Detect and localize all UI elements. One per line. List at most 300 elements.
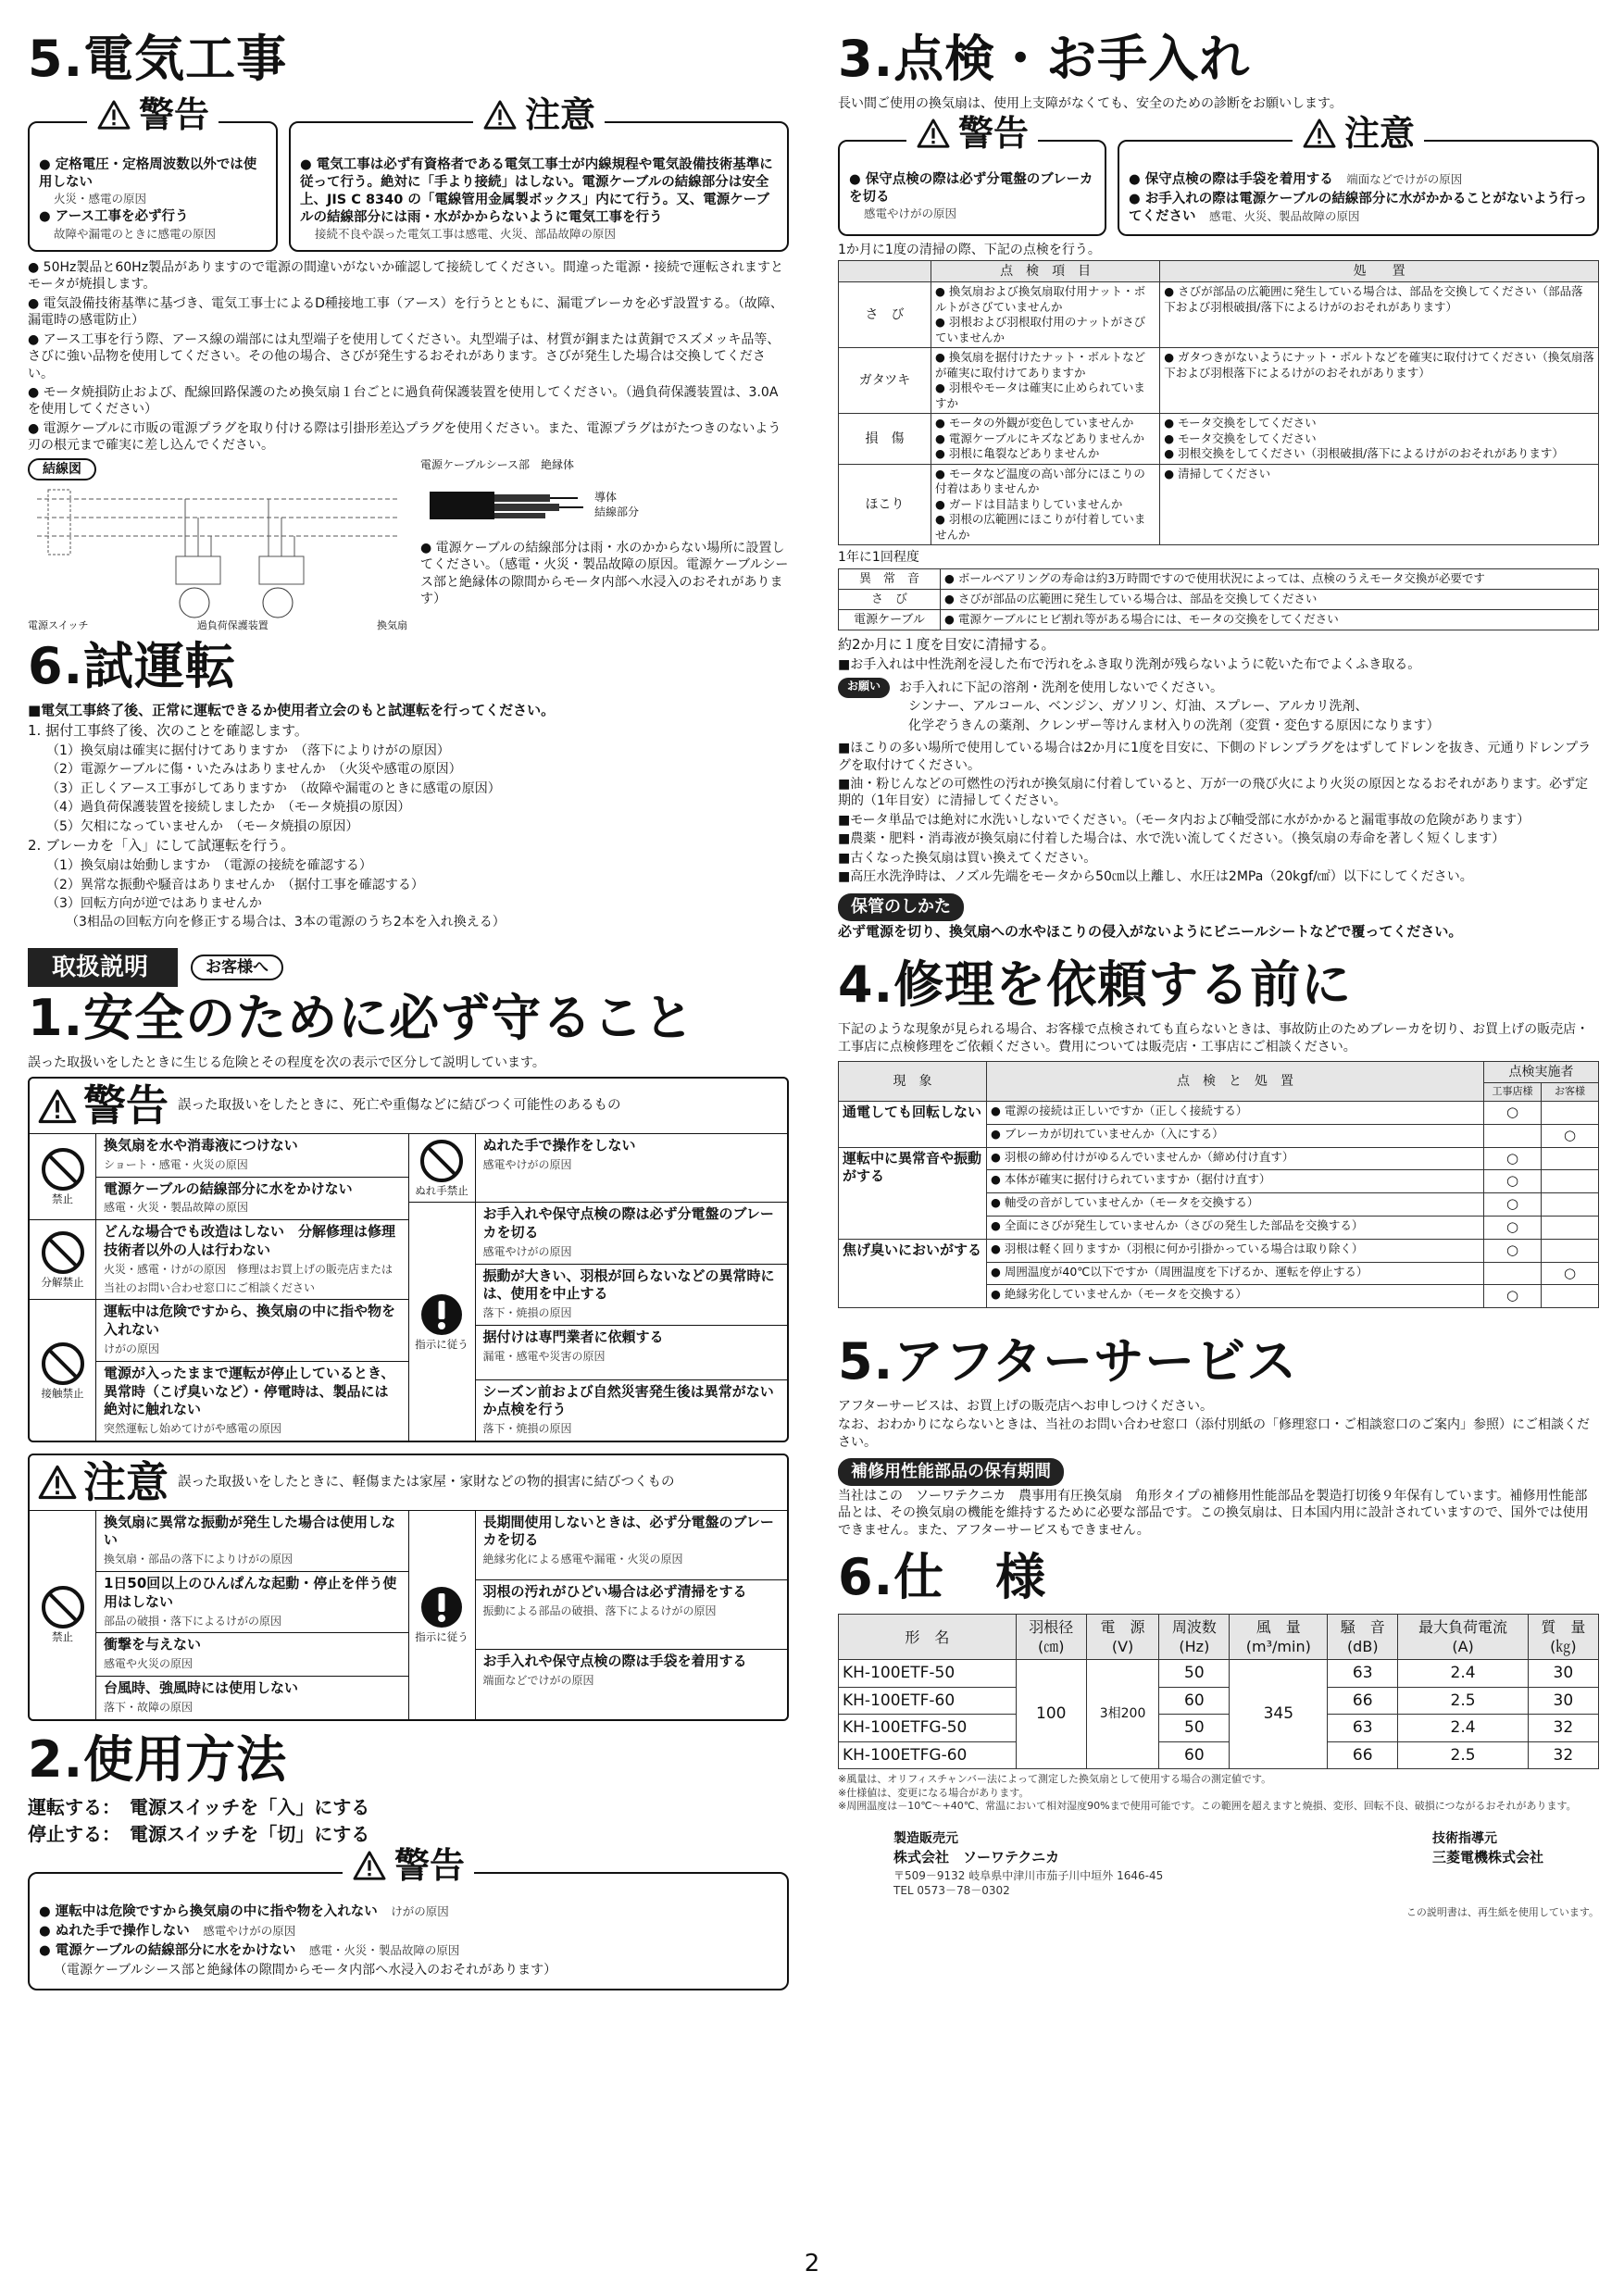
yearly-heading: 1年に1回程度 (838, 550, 919, 566)
caution-item: お手入れや保守点検の際は手袋を着用する 端面などでけがの原因 (482, 1653, 747, 1687)
left-column (28, 28, 789, 1998)
action-item: ● 清掃してください (1164, 467, 1594, 482)
warning-group (30, 1134, 408, 1220)
column-header: 羽根径 (㎝) (1016, 1615, 1086, 1660)
seller-name: 株式会社 ソーワテクニカ (893, 1849, 1060, 1866)
warning-item: ぬれた手で操作をしない 感電やけがの原因 (482, 1136, 636, 1171)
warning-note: （電源ケーブルシース部と絶縁体の隙間からモータ内部へ水浸入のおそれがあります） (54, 1963, 557, 1978)
inspection-actions (1160, 464, 1599, 545)
max-current: 2.4 (1398, 1715, 1528, 1741)
caution-triangle-icon (482, 99, 518, 131)
cable-side-labels (594, 491, 639, 520)
power-supply: 3相200 (1086, 1660, 1158, 1769)
warning-box (838, 113, 1106, 235)
column-header: お客様 (1542, 1083, 1599, 1102)
warning-item: ● 保守点検の際は必ず分電盤のブレーカを切る (849, 171, 1095, 206)
yearly-category: さ び (839, 590, 941, 610)
check-item: ● 羽根および羽根取付用のナットがさびていませんか (935, 315, 1156, 345)
warning-label: 警告 (37, 1082, 169, 1129)
check-item: （1）換気扇は始動しますか （電源の接続を確認する） (46, 858, 372, 874)
table-row (839, 414, 1599, 465)
safety-caution-box (28, 1454, 789, 1721)
phenomenon: 焦げ臭いにおいがする (839, 1239, 987, 1307)
usage-run: 運転する： 電源スイッチを「入」にする (28, 1796, 370, 1819)
warning-box (28, 94, 278, 252)
action-item: ● さびが部品の広範囲に発生している場合は、部品を交換してください（部品落下および羽根破損/落下によるけがのおそれがあります） (1164, 284, 1594, 315)
company-footer (838, 1828, 1599, 1899)
usage-warning-box (28, 1844, 789, 1990)
troubleshooting-rows (839, 1101, 1599, 1307)
fan-label: 換気扇 (377, 619, 407, 632)
warning-items (476, 1203, 788, 1441)
mandatory-icon: 指示に従う (409, 1511, 475, 1719)
column-header: 最大負荷電流 (A) (1398, 1615, 1528, 1660)
inspection-checks (931, 348, 1160, 414)
request-text (899, 678, 1440, 736)
customer-mark (1542, 1147, 1599, 1170)
warning-items (96, 1300, 408, 1441)
customer-mark (1542, 1193, 1599, 1217)
caution-items (96, 1511, 408, 1719)
section-test-run (28, 636, 789, 931)
installer-mark (1484, 1262, 1542, 1285)
check-item: ● 電源ケーブルにキズなどありませんか (935, 431, 1156, 447)
column-header: 風 量 (m³/min) (1230, 1615, 1328, 1660)
check-action: ● 絶縁劣化していませんか（モータを交換する） (987, 1285, 1484, 1308)
icon-cell (30, 1300, 96, 1441)
parts-period-text: 当社はこの ソーワテクニカ 農事用有圧換気扇 角形タイプの補修用性能部品を製造打切後９年保有しています。補修用性能部品とは、その換気扇の機能を維持するために必要な部品です。この換気扇は、日本国内用に設計されていますので、国外では使用できません。また、アフターサービスもできません。 (838, 1489, 1589, 1538)
table-row (839, 1660, 1599, 1687)
caution-grid (30, 1511, 787, 1719)
warning-rows (30, 1134, 408, 1441)
section-title: 6.仕 様 (838, 1548, 1047, 1607)
caution-header: 注意 (1293, 116, 1424, 151)
check-action: ● 電源の接続は正しいですか（正しく接続する） (987, 1101, 1484, 1124)
recycled-paper-note: この説明書は、再生紙を使用しています。 (1405, 1905, 1599, 1918)
warning-header: 警告 (343, 1848, 474, 1883)
warning-group (409, 1134, 788, 1203)
insulator-label: 絶縁体 (541, 457, 575, 471)
note-item: ● 電源ケーブルに市販の電源プラグを取り付ける際は引掛形差込プラグを使用ください。また、電源プラグはがたつきのないよう刃の根元まで確実に差し込んでください。 (28, 420, 789, 455)
caution-item: 1日50回以上のひんぱんな起動・停止を伴う使用はしない 部品の破損・落下によるけがの原因 (96, 1572, 408, 1633)
yearly-category: 電源ケーブル (839, 610, 941, 630)
inspection-category: 損 傷 (839, 414, 931, 465)
guide-name: 三菱電機株式会社 (1431, 1849, 1543, 1866)
mandatory-icon: 指示に従う (409, 1203, 475, 1441)
warning-item-reason: 故障や漏電のときに感電の原因 (54, 226, 217, 241)
inspection-checks (931, 464, 1160, 545)
column-header: 工事店様 (1484, 1083, 1542, 1102)
section-title: 2.使用方法 (28, 1729, 288, 1789)
warning-triangle-icon (96, 99, 131, 131)
warning-description: 誤った取扱いをしたときに、死亡や重傷などに結びつく可能性のあるもの (178, 1098, 621, 1114)
warning-item: お手入れや保守点検の際は必ず分電盤のブレーカを切る 感電やけがの原因 (476, 1203, 788, 1264)
yearly-inspection-rows (839, 568, 1599, 630)
warning-triangle-icon (37, 1088, 78, 1125)
icon-cell (409, 1511, 476, 1719)
check-action: ● 本体が確実に据付けられていますか（据付け直す） (987, 1170, 1484, 1193)
caution-box (1118, 113, 1599, 235)
check-item: ● 羽根やモータは確実に止められていますか (935, 381, 1156, 411)
seller-address: 〒509－9132 岐阜県中津川市茄子川中垣外 1646-45 (893, 1868, 1164, 1882)
model-name: KH-100ETF-60 (839, 1687, 1017, 1714)
mass: 30 (1528, 1660, 1598, 1687)
installer-mark: ○ (1484, 1239, 1542, 1262)
action-item: ● ガタつきがないようにナット・ボルトなどを確実に取付けてください（換気扇落下および羽根落下によるけがのおそれがあります） (1164, 350, 1594, 381)
max-current: 2.4 (1398, 1660, 1528, 1687)
check-item: ● モータの外観が変色していませんか (935, 416, 1156, 431)
caution-triangle-icon (37, 1464, 78, 1501)
cable-labels (420, 458, 789, 473)
icon-cell (30, 1511, 96, 1719)
noise: 63 (1328, 1715, 1398, 1741)
check-action: ● 羽根は軽く回りますか（羽根に何か引掛かっている場合は取り除く） (987, 1239, 1484, 1262)
air-volume: 345 (1230, 1660, 1328, 1769)
care-note: ■ 農薬・肥料・消毒液が換気扇に付着した場合は、水で洗い流してください。（換気扇の寿命を著しく短くします） (838, 830, 1599, 847)
section-title: 5.電気工事 (28, 30, 288, 88)
model-name: KH-100ETFG-50 (839, 1715, 1017, 1741)
table-row (839, 610, 1599, 630)
warning-items (476, 1134, 788, 1202)
section-specifications (838, 1548, 1599, 1813)
action-item: ● モータ交換をしてください (1164, 416, 1594, 431)
note-item: ● モータ焼損防止および、配線回路保護のため換気扇１台ごとに過負荷保護装置を使用してください。（過負荷保護装置は、3.0Aを使用してください） (28, 384, 789, 418)
warning-item: シーズン前および自然災害発生後は異常がないか点検を行う 落下・焼損の原因 (482, 1382, 774, 1436)
yearly-action: ● 電源ケーブルにヒビ割れ等がある場合には、モータの交換をしてください (941, 610, 1599, 630)
no-disassembly-icon: 分解禁止 (30, 1220, 95, 1299)
note-item: ● 電気設備技術基準に基づき、電気工事士によるD種接地工事（アース）を行うとともに、漏電ブレーカを必ず設置する。（故障、漏電時の感電防止） (28, 295, 789, 330)
check-action: ● 軸受の音がしていませんか（モータを交換する） (987, 1193, 1484, 1217)
warning-rows (409, 1134, 788, 1441)
check-item: （2）電源ケーブルに傷・いたみはありませんか （火災や感電の原因） (46, 762, 462, 778)
joint-label: 結線部分 (594, 505, 640, 518)
installer-mark: ○ (1484, 1285, 1542, 1308)
table-row (839, 1147, 1599, 1170)
warning-item: ● 運転中は危険ですから換気扇の中に指や物を入れない けがの原因 (39, 1903, 778, 1921)
customer-mark (1542, 1216, 1599, 1239)
column-header: 点検実施者 (1484, 1062, 1599, 1083)
warning-item: どんな場合でも改造はしない 分解修理は修理技術者以外の人は行わない 火災・感電・けがの原因 修理はお買上げの販売店または当社のお問い合わせ窓口にご相談ください (104, 1223, 396, 1294)
phenomenon: 運転中に異常音や振動がする (839, 1147, 987, 1239)
icon-cell (409, 1134, 476, 1202)
cable-figure (420, 473, 789, 538)
request-line: お手入れに下記の溶剤・洗剤を使用しないでください。 (899, 680, 1224, 695)
frequency: 50 (1159, 1715, 1230, 1741)
column-header: 周波数 (Hz) (1159, 1615, 1230, 1660)
column-header: 点 検 と 処 置 (987, 1062, 1484, 1102)
storage-text: 必ず電源を切り、換気扇への水やほこりの侵入がないようにビニールシートなどで覆ってください。 (838, 922, 1463, 940)
safety-warning-header (30, 1079, 787, 1134)
check-action: ● ブレーカが切れていませんか（入にする） (987, 1124, 1484, 1147)
caution-description: 誤った取扱いをしたときに、軽傷または家屋・家財などの物的損害に結びつくもの (178, 1474, 675, 1490)
no-touch-icon: 接触禁止 (30, 1300, 95, 1441)
repair-lead: 下記のような現象が見られる場合、お客様で点検されても直らないときは、事故防止のためブレーカを切り、お買上げの販売店・工事店に点検修理をご依頼ください。費用については販売店・工事店にご相談ください。 (838, 1022, 1590, 1054)
caution-right-col (409, 1511, 788, 1719)
section-before-repair (838, 955, 1599, 1308)
test-run-step: 1. 据付工事終了後、次のことを確認します。 (28, 722, 308, 740)
max-current: 2.5 (1398, 1741, 1528, 1768)
wiring-diagram (28, 458, 789, 633)
schematic-labels (28, 619, 407, 633)
request-line: シンナー、アルコール、ベンジン、ガソリン、灯油、スプレー、アルカリ洗剤、 (908, 699, 1368, 715)
care-note: ■ ほこりの多い場所で使用している場合は2か月に1度を目安に、下側のドレンプラグをはずしてドレンを抜き、元通りドレンプラグを取付けてください。 (838, 740, 1599, 774)
inspection-category: ガタツキ (839, 348, 931, 414)
diagram-note: ● 電源ケーブルの結線部分は雨・水のかからない場所に設置してください。（感電・火災・製品故障の原因。電源ケーブルシース部と絶縁体の隙間からモータ内部へ水浸入のおそれがあります） (420, 540, 789, 608)
check-action: ● 羽根の締め付けがゆるんでいませんか（締め付け直す） (987, 1147, 1484, 1170)
warning-header: 警告 (906, 116, 1038, 151)
note-item: ● 50Hz製品と60Hz製品がありますので電源の間違いがないか確認して接続してください。間違った電源・接続で運転されますとモータが焼損します。 (28, 259, 789, 293)
inspection-actions (1160, 348, 1599, 414)
warning-left-col (30, 1134, 409, 1441)
section-inspection (838, 30, 1599, 941)
test-run-lead: ■電気工事終了後、正常に運転できるか使用者立会のもと試運転を行ってください。 (28, 702, 556, 719)
spec-note: ※仕様値は、変更になる場合があります。 (838, 1786, 1030, 1799)
caution-item: 換気扇に異常な振動が発生した場合は使用しない 換気扇・部品の落下によりけがの原因 (96, 1511, 408, 1572)
frequency: 50 (1159, 1660, 1230, 1687)
warning-item: 換気扇を水や消毒液につけない ショート・感電・火災の原因 (96, 1134, 408, 1178)
column-header: 騒 音 (dB) (1328, 1615, 1398, 1660)
check-item: ● 羽根に亀裂などありませんか (935, 446, 1156, 462)
care-note: ■ モータ単品では絶対に水洗いしないでください。（モータ内および軸受部に水がかかると漏電事故の危険があります） (838, 812, 1599, 829)
monthly-heading: 1か月に1度の清掃の際、下記の点検を行う。 (838, 242, 1101, 257)
care-note: ■ 古くなった換気扇は買い換えてください。 (838, 850, 1599, 867)
request-line: 化学ぞうきんの薬剤、クレンザー等けんま材入りの洗剤（変質・変色する原因になります） (908, 718, 1440, 733)
caution-item: 長期間使用しないときは、必ず分電盤のブレーカを切る 絶縁劣化による感電や漏電・火災の原因 (476, 1511, 788, 1580)
after-service-line: なお、おわかりにならないときは、当社のお問い合わせ窓口（添付別紙の「修理窓口・ご相談窓口のご案内」参照）にご相談ください。 (838, 1417, 1590, 1450)
mass: 30 (1528, 1687, 1598, 1714)
table-row (839, 1101, 1599, 1124)
table-row (839, 1715, 1599, 1741)
inspection-category: さ び (839, 282, 931, 348)
column-header: 形 名 (839, 1615, 1017, 1660)
frequency: 60 (1159, 1741, 1230, 1768)
inspection-checks (931, 414, 1160, 465)
warning-group (30, 1220, 408, 1300)
seller-phone: TEL 0573－78－0302 (893, 1883, 1010, 1897)
customer-mark (1542, 1170, 1599, 1193)
section-title: 6.試運転 (28, 636, 237, 695)
usage-stop: 停止する： 電源スイッチを「切」にする (28, 1822, 370, 1845)
caution-triangle-icon (1302, 118, 1337, 149)
column-header: 質 量 (㎏) (1528, 1615, 1598, 1660)
spec-note: ※周囲温度は－10℃～+40℃、常温において相対湿度90%まで使用可能です。この範囲を超えますと焼損、変形、回転不良、破損につながるおそれがあります。 (838, 1800, 1577, 1813)
wiring-schematic-drawing (28, 480, 407, 619)
yearly-inspection-table (838, 568, 1599, 630)
installer-mark: ○ (1484, 1101, 1542, 1124)
spec-table (838, 1614, 1599, 1769)
installer-mark: ○ (1484, 1147, 1542, 1170)
seller-block (893, 1828, 1163, 1899)
warning-triangle-icon (352, 1850, 387, 1881)
mass: 32 (1528, 1741, 1598, 1768)
check-action: ● 周囲温度が40℃以下ですか（周囲温度を下げるか、運転を停止する） (987, 1262, 1484, 1285)
test-run-step: 2. ブレーカを「入」にして試運転を行う。 (28, 837, 295, 855)
noise: 63 (1328, 1660, 1398, 1687)
caution-items (476, 1511, 788, 1719)
warning-triangle-icon (916, 118, 951, 149)
warning-item: 据付けは専門業者に依頼する 漏電・感電や災害の原因 (476, 1326, 788, 1380)
column-header: 点 検 項 目 (931, 261, 1160, 282)
caution-item: ● 電気工事は必ず有資格者である電気工事士が内線規程や電気設備技術基準に従って行う。絶対に「手より接続」はしない。電源ケーブルの結線部分は安全上、JIS C 8340 の「電線管用金属製ボックス」内にて行う。又、電源ケーブルの結線部分には雨・水がかからないように電気工事を行う (300, 156, 778, 228)
seller-label: 製造販売元 (893, 1830, 958, 1846)
customer-mark (1542, 1239, 1599, 1262)
table-row (839, 590, 1599, 610)
caution-item-reason: 接続不良や誤った電気工事は感電、火災、部品故障の原因 (315, 227, 617, 242)
mass: 32 (1528, 1715, 1598, 1741)
check-item: ● モータなど温度の高い部分にほこりの付着はありませんか (935, 467, 1156, 497)
manual-tab: 取扱説明 (28, 948, 178, 987)
check-item: （3）回転方向が逆ではありませんか (46, 895, 262, 911)
caution-item: 台風時、強風時には使用しない 落下・故障の原因 (104, 1678, 299, 1714)
monthly-inspection-table (838, 260, 1599, 545)
inspection-actions (1160, 414, 1599, 465)
installer-mark: ○ (1484, 1170, 1542, 1193)
cable-drawing (420, 473, 587, 538)
customer-mark (1542, 1285, 1599, 1308)
warning-group (409, 1203, 788, 1441)
monthly-inspection-rows (839, 282, 1599, 545)
column-header: 電 源 (V) (1086, 1615, 1158, 1660)
section-electrical-work (28, 30, 789, 633)
blade-diameter: 100 (1016, 1660, 1086, 1769)
check-item: （2）異常な振動や騒音はありませんか （据付工事を確認する） (46, 877, 424, 892)
warning-item: 電源が入ったままで運転が停止しているとき、異常時（こげ臭いなど）・停電時は、製品には絶対に触れない 突然運転し始めてけがや感電の原因 (104, 1364, 395, 1436)
noise: 66 (1328, 1741, 1398, 1768)
caution-left-col (30, 1511, 409, 1719)
inspection-checks (931, 282, 1160, 348)
model-name: KH-100ETF-50 (839, 1660, 1017, 1687)
spec-rows (839, 1660, 1599, 1769)
warning-item-reason: 火災・感電の原因 (54, 191, 147, 206)
safety-warning-box (28, 1077, 789, 1442)
customer-mark: ○ (1542, 1124, 1599, 1147)
warning-item: ● 定格電圧・定格周波数以外では使用しない (39, 156, 267, 192)
check-action: ● 全面にさびが発生していませんか（さびの発生した部品を交換する） (987, 1216, 1484, 1239)
section-title: 1.安全のために必ず守ること (28, 989, 695, 1048)
storage-tag: 保管のしかた (838, 893, 964, 921)
warning-item: 振動が大きい、羽根が回らないなどの異常時には、使用を中止する 落下・焼損の原因 (476, 1265, 788, 1326)
guide-label: 技術指導元 (1431, 1830, 1497, 1846)
yearly-action: ● ボールベアリングの寿命は約3万時間ですので使用状況によっては、点検のうえモータ交換が必要です (941, 568, 1599, 589)
column-header: 処 置 (1160, 261, 1599, 282)
caution-label: 注意 (37, 1459, 169, 1506)
model-name: KH-100ETFG-60 (839, 1741, 1017, 1768)
check-item: （5）欠相になっていませんか （モータ焼損の原因） (46, 818, 359, 834)
warning-grid (30, 1134, 787, 1441)
table-row (839, 282, 1599, 348)
manual-header (28, 948, 789, 987)
inspection-actions (1160, 282, 1599, 348)
inspection-lead: 長い間ご使用の換気扇は、使用上支障がなくても、安全のための診断をお願いします。 (838, 95, 1343, 111)
safety-lead: 誤った取扱いをしたときに生じる危険とその程度を次の表示で区分して説明しています。 (28, 1054, 545, 1070)
table-row (839, 1239, 1599, 1262)
action-item: ● 羽根交換をしてください（羽根破損/落下によるけがのおそれがあります） (1164, 446, 1594, 462)
request-tag: お願い (838, 678, 890, 698)
table-header-row (839, 1615, 1599, 1660)
table-row (839, 1687, 1599, 1714)
yearly-action: ● さびが部品の広範囲に発生している場合は、部品を交換してください (941, 590, 1599, 610)
storage-block (838, 893, 1599, 942)
protector-label: 過負荷保護装置 (196, 619, 269, 632)
table-header-row (839, 1062, 1599, 1083)
care-note: ■ 油・粉じんなどの可燃性の汚れが換気扇に付着していると、万が一の飛び火により火災の原因となるおそれがあります。必ず定期的（1年目安）に清掃してください。 (838, 776, 1599, 810)
caution-box (289, 94, 789, 252)
caution-header: 注意 (473, 97, 605, 132)
yearly-category: 異 常 音 (839, 568, 941, 589)
conductor-label: 導体 (594, 490, 618, 504)
electrical-notes (28, 259, 789, 455)
cable-detail (420, 458, 789, 633)
warning-item: ● ぬれた手で操作しない 感電やけがの原因 (39, 1923, 778, 1940)
phenomenon: 通電しても回転しない (839, 1101, 987, 1147)
section-safety (28, 989, 789, 1720)
after-service-line: アフターサービスは、お買上げの販売店へお申しつけください。 (838, 1398, 1214, 1414)
section-title: 3.点検・お手入れ (838, 30, 1251, 88)
page-number: 2 (804, 2250, 820, 2277)
warning-items (96, 1220, 408, 1299)
icon-cell (409, 1203, 476, 1441)
check-item: ● 換気扇を据付けたナット・ボルトなどが確実に取付けてありますか (935, 350, 1156, 381)
no-wet-hands-icon: ぬれ手禁止 (409, 1134, 475, 1202)
table-row (839, 568, 1599, 589)
request-block (838, 678, 1599, 736)
check-item: （1）換気扇は確実に据付けてありますか （落下によりけがの原因） (46, 742, 450, 758)
table-row (839, 348, 1599, 414)
spec-note: ※風量は、オリフィスチャンバー法によって測定した換気扇として使用する場合の測定値です。 (838, 1773, 1272, 1786)
table-row (839, 1741, 1599, 1768)
inspection-category: ほこり (839, 464, 931, 545)
installer-mark: ○ (1484, 1216, 1542, 1239)
caution-item: ● お手入れの際は電源ケーブルの結線部分に水がかかることがないよう行ってください 感電、火災、製品故障の原因 (1129, 191, 1588, 226)
icon-cell (30, 1134, 96, 1219)
parts-period-tag: 補修用性能部品の保有期間 (838, 1458, 1064, 1486)
column-header: 現 象 (839, 1062, 987, 1102)
check-item: ● 換気扇および換気扇取付用ナット・ボルトがさびていませんか (935, 284, 1156, 315)
clean-instruction: ■お手入れは中性洗剤を浸した布で汚れをふき取り洗剤が残らないように乾いた布でよくふき取る。 (838, 657, 1421, 673)
warning-item: ● アース工事を必ず行う (39, 208, 267, 226)
installer-mark: ○ (1484, 1193, 1542, 1217)
switch-label: 電源スイッチ (28, 619, 89, 632)
care-note: ■ 高圧水洗浄時は、ノズル先端をモータから50㎝以上離し、水圧は2MPa（20kgf/㎠）以下にしてください。 (838, 868, 1599, 885)
installer-mark (1484, 1124, 1542, 1147)
frequency: 60 (1159, 1687, 1230, 1714)
customer-badge: お客様へ (191, 955, 283, 980)
caution-item: 衝撃を与えない 感電や火災の原因 (96, 1633, 408, 1677)
check-item: （3）正しくアース工事がしてありますか （故障や漏電のときに感電の原因） (46, 780, 501, 796)
safety-caution-header (30, 1455, 787, 1511)
warning-item-reason: 感電やけがの原因 (864, 206, 957, 221)
bimonthly-heading: 約2か月に１度を目安に清掃する。 (838, 636, 1056, 654)
check-item: ● 羽根の広範囲にほこりが付着していませんか (935, 512, 1156, 543)
sheath-label: 電源ケーブルシース部 (420, 457, 531, 471)
caution-item: 羽根の汚れがひどい場合は必ず清掃をする 振動による部品の破損、落下によるけがの原因 (476, 1580, 788, 1650)
warning-item: 運転中は危険ですから、換気扇の中に指や物を入れない けがの原因 (96, 1300, 408, 1361)
diagram-label: 結線図 (28, 458, 96, 480)
warning-right-col (409, 1134, 788, 1441)
warning-item: 電源ケーブルの結線部分に水をかけない 感電・火災・製品故障の原因 (104, 1179, 353, 1215)
section-usage (28, 1729, 789, 1990)
warning-item: ● 電源ケーブルの結線部分に水をかけない 感電・火災・製品故障の原因 (39, 1942, 778, 1960)
check-item: （3相品の回転方向を修正する場合は、3本の電源のうち2本を入れ換える） (46, 915, 506, 930)
wiring-schematic (28, 458, 407, 633)
max-current: 2.5 (1398, 1687, 1528, 1714)
warning-items (96, 1134, 408, 1219)
prohibit-icon: 禁止 (30, 1511, 95, 1719)
icon-cell (30, 1220, 96, 1299)
troubleshooting-table (838, 1061, 1599, 1308)
table-header-row (839, 261, 1599, 282)
section-title: 5.アフターサービス (838, 1332, 1298, 1391)
